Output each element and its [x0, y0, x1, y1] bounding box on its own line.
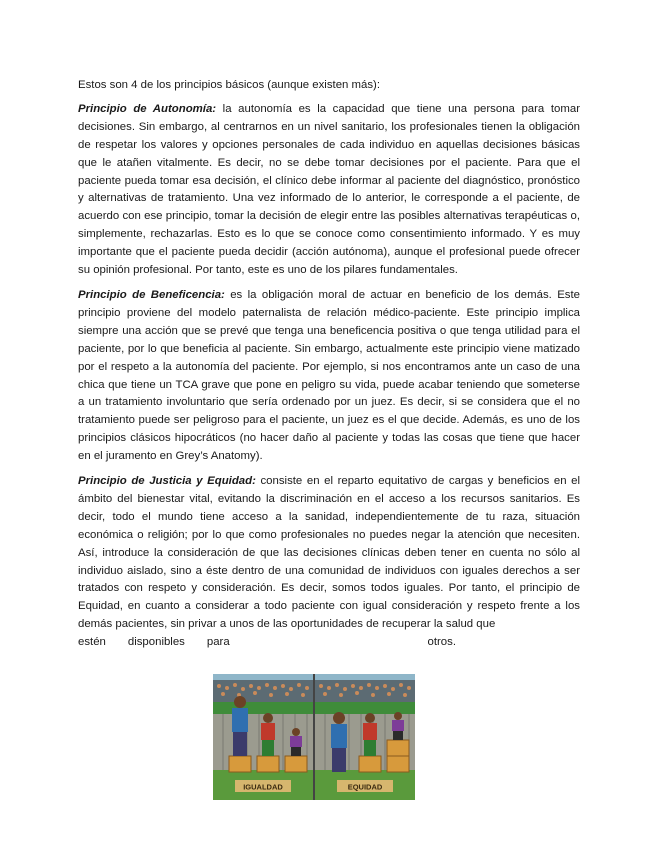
person-small-shirt [392, 720, 404, 731]
igualdad-panel [213, 674, 313, 800]
equidad-panel [315, 674, 415, 800]
person-mid-legs [364, 740, 376, 756]
equality-equity-illustration [213, 674, 415, 800]
person-small-head [292, 728, 300, 736]
person-tall-shirt [232, 708, 248, 732]
crate [285, 756, 307, 772]
person-small-head [394, 712, 402, 720]
paragraph-heading: Principio de Justicia y Equidad: [78, 475, 256, 488]
paragraph-justicia-last-line [78, 634, 580, 652]
person-small-legs [291, 747, 301, 756]
person-mid-shirt [261, 723, 275, 740]
word: otros. [427, 636, 456, 649]
person-tall-legs [332, 748, 346, 772]
illustration-svg [213, 674, 415, 800]
person-tall-head [333, 712, 345, 724]
label-equidad: EQUIDAD [347, 782, 383, 792]
paragraph-heading: Principio de Autonomía: [78, 102, 217, 115]
person-small-shirt [290, 736, 302, 747]
paragraph-autonomia [78, 101, 580, 280]
person-tall-head [234, 696, 246, 708]
label-igualdad: IGUALDAD [243, 782, 283, 792]
document-body [78, 77, 580, 652]
word: para [206, 636, 230, 649]
intro-text: Estos son 4 de los principios básicos (aunque existen más): [78, 79, 381, 91]
word: disponibles [127, 636, 185, 649]
person-tall-legs [233, 732, 247, 756]
paragraph-justicia [78, 473, 580, 634]
paragraph-beneficencia [78, 287, 580, 466]
person-mid-legs [262, 740, 274, 756]
field-grass [213, 702, 313, 716]
paragraph-text: consiste en el reparto equitativo de cargas y beneficios en el ámbito del bienestar vital, evitando la discriminación en el acceso a los recursos sanitarios. Es decir, todo el mundo tiene acceso a la sanidad, independientemente de tu raza, situación económica o religión; por lo que como profesionales no puedes negar la atención que necesiten. Así, introduce la consideración de que las decisiones clínicas deben tener en cuenta no sólo al individuo aislado, sino a éste dentro de una comunidad de individuos con iguales derechos a ser tratados con respeto y consideración. Es decir, somos todos iguales. Por tanto, el principio de Equidad, en cuanto a considerar a todo paciente con igual consideración y respeto frente a los demás pacientes, sin privar a unos de las oportunidades de recuperar la salud que [78, 475, 580, 631]
person-mid-head [263, 713, 273, 723]
crate [387, 756, 409, 772]
person-mid-shirt [363, 723, 377, 740]
crate [359, 756, 381, 772]
paragraph-heading: Principio de Beneficencia: [78, 288, 225, 301]
paragraph-text: es la obligación moral de actuar en beneficio de los demás. Este principio proviene del modelo paternalista de relación médico-paciente. Este principio implica siempre una acción que se prevé que tenga una beneficencia positiva o que tenga utilidad para el paciente, por lo que beneficia al paciente. Sin embargo, actualmente este principio viene matizado por el respeto a la autonomía del paciente. Por ejemplo, si nos encontramos ante un caso de una chica que tiene un TCA grave que pone en peligro su vida, puede acabar teniendo que someterse a un tratamiento involuntario que sería ordenado por un juez. Es decir, si se considera que el no tratamiento puede ser peligroso para el paciente, un juez es el que decide. Además, es uno de los principios clásicos hipocráticos (no hacer daño al paciente y todas las cosas que tiene que hacer en el juramento en Grey’s Anatomy). [78, 288, 580, 463]
crate [387, 740, 409, 756]
crate [257, 756, 279, 772]
word: estén [78, 636, 106, 649]
paragraph-text: la autonomía es la capacidad que tiene una persona para tomar decisiones. Sin embargo, al centrarnos en un nivel sanitario, los profesionales tienen la obligación de respetar los valores y opciones personales de cada individuo en aquellas decisiones básicas que le atañen vitalmente. Es decir, no se debe tomar decisiones por el paciente. Para que el paciente pueda tomar esa decisión, el clínico debe informar al paciente del diagnóstico, pronóstico y alternativas de tratamiento. Una vez informado de lo anterior, le corresponde a el paciente, de acuerdo con ese principio, tomar la decisión de elegir entre las posibles alternativas terapéuticas o, simplemente, rechazarlas. Esto es lo que se conoce como consentimiento informado. Y es muy importante que el paciente pueda decidir (acción autónoma), aunque el profesional puede ofrecer su opinión profesional. Por tanto, este es uno de los pilares fundamentales. [78, 102, 580, 277]
person-mid-head [365, 713, 375, 723]
panel-divider [313, 674, 315, 800]
person-small-legs [393, 731, 403, 740]
crate [229, 756, 251, 772]
person-tall-shirt [331, 724, 347, 748]
